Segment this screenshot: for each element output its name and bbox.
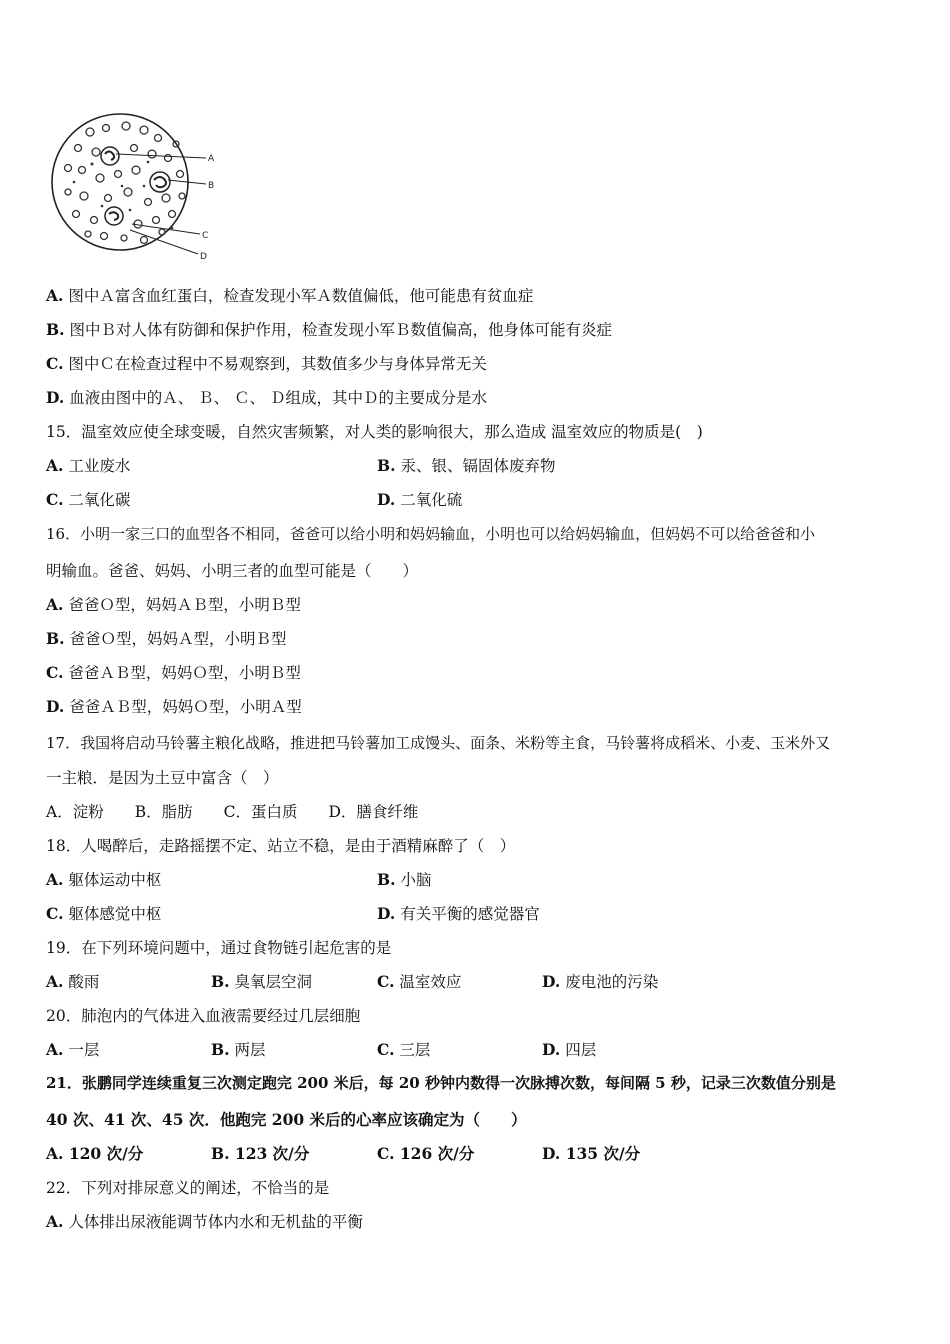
- q16-stem-line2: 明输血。爸爸、妈妈、小明三者的血型可能是（ ）: [46, 562, 419, 580]
- q17-stem-line1: 17．我国将启动马铃薯主粮化战略，推进把马铃薯加工成馒头、面条、米粉等主食，马铃薯将成稻米、小麦、玉米外又: [46, 734, 831, 752]
- q17-options: A．淀粉 B．脂肪 C．蛋白质 D．膳食纤维: [46, 803, 419, 821]
- q16-stem-line1: 16．小明一家三口的血型各不相同，爸爸可以给小明和妈妈输血，小明也可以给妈妈输血，但妈妈不可以给爸爸和小: [46, 525, 816, 543]
- q14-option-a: A. 图中Ａ富含血红蛋白，检查发现小军Ａ数值偏低，他可能患有贫血症: [46, 286, 534, 305]
- q22-option-a: A. 人体排出尿液能调节体内水和无机盐的平衡: [46, 1212, 363, 1231]
- white-blood-cells: [101, 147, 170, 225]
- q15-option-b: B. 汞、银、镉固体废弃物: [377, 456, 556, 475]
- q21-option-b: B. 123 次/分: [211, 1144, 310, 1163]
- q18-option-a: A. 躯体运动中枢: [46, 870, 162, 889]
- q21-option-d: D. 135 次/分: [542, 1144, 641, 1163]
- q14-option-c: C. 图中Ｃ在检查过程中不易观察到，其数值多少与身体异常无关: [46, 354, 487, 373]
- q22-stem: 22．下列对排尿意义的阐述，不恰当的是: [46, 1179, 330, 1197]
- q20-option-c: C. 三层: [377, 1040, 431, 1059]
- q20-option-a: A. 一层: [46, 1040, 100, 1059]
- q19-stem: 19．在下列环境问题中，通过食物链引起危害的是: [46, 939, 392, 957]
- q17-stem-line2: 一主粮．是因为土豆中富含（ ）: [46, 769, 279, 787]
- q21-option-c: C. 126 次/分: [377, 1144, 475, 1163]
- q20-option-d: D. 四层: [542, 1040, 597, 1059]
- label-c: C: [202, 231, 209, 241]
- q16-option-c: C. 爸爸ＡＢ型，妈妈Ｏ型，小明Ｂ型: [46, 663, 301, 682]
- q21-stem-line2: 40 次、41 次、45 次．他跑完 200 米后的心率应该确定为（ ）: [46, 1110, 527, 1129]
- q14-option-d: D. 血液由图中的Ａ、 Ｂ、 Ｃ、 Ｄ组成，其中Ｄ的主要成分是水: [46, 388, 488, 407]
- q18-option-d: D. 有关平衡的感觉器官: [377, 904, 540, 923]
- q19-option-d: D. 废电池的污染: [542, 972, 659, 991]
- label-a: A: [208, 154, 215, 164]
- q15-option-c: C. 二氧化碳: [46, 490, 131, 509]
- q20-stem: 20．肺泡内的气体进入血液需要经过几层细胞: [46, 1007, 361, 1025]
- q18-stem: 18．人喝醉后，走路摇摆不定、站立不稳，是由于酒精麻醉了（ ）: [46, 837, 516, 855]
- q20-option-b: B. 两层: [211, 1040, 266, 1059]
- label-b: B: [208, 181, 215, 191]
- q16-option-a: A. 爸爸Ｏ型，妈妈ＡＢ型，小明Ｂ型: [46, 595, 301, 614]
- q19-option-c: C. 温室效应: [377, 972, 462, 991]
- q21-stem-line1: 21．张鹏同学连续重复三次测定跑完 200 米后，每 20 秒钟内数得一次脉搏次数，每间隔 5 秒，记录三次数值分别是: [46, 1074, 836, 1092]
- blood-smear-figure: [48, 108, 228, 268]
- q21-option-a: A. 120 次/分: [46, 1144, 144, 1163]
- q19-option-a: A. 酸雨: [46, 972, 100, 991]
- q15-option-d: D. 二氧化硫: [377, 490, 463, 509]
- q18-option-b: B. 小脑: [377, 870, 432, 889]
- q16-option-b: B. 爸爸Ｏ型，妈妈Ａ型，小明Ｂ型: [46, 629, 287, 648]
- label-d: D: [200, 252, 207, 262]
- label-leaders: [116, 154, 209, 254]
- q16-option-d: D. 爸爸ＡＢ型，妈妈Ｏ型，小明Ａ型: [46, 697, 302, 716]
- q14-option-b: B. 图中Ｂ对人体有防御和保护作用，检查发现小军Ｂ数值偏高，他身体可能有炎症: [46, 320, 612, 339]
- q19-option-b: B. 臭氧层空洞: [211, 972, 312, 991]
- q15-stem: 15．温室效应使全球变暖，自然灾害频繁，对人类的影响很大，那么造成 温室效应的物质是( ): [46, 423, 703, 441]
- q18-option-c: C. 躯体感觉中枢: [46, 904, 162, 923]
- q15-option-a: A. 工业废水: [46, 456, 131, 475]
